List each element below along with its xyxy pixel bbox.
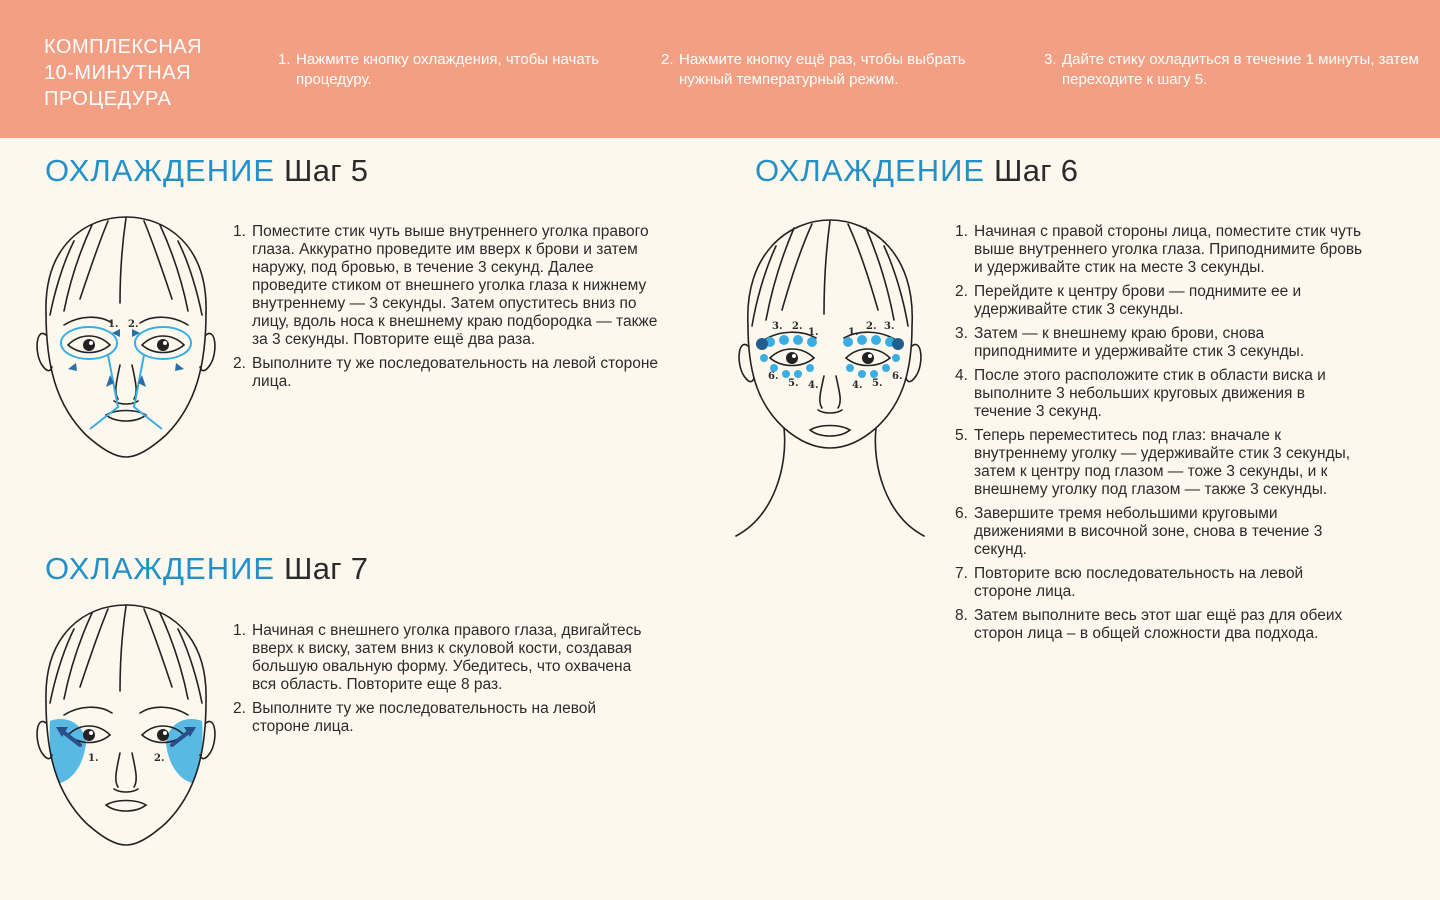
item-text: Затем — к внешнему краю брови, снова приподнимите и удерживайте стик 3 секунды. — [974, 325, 1305, 360]
header-banner — [0, 0, 1440, 138]
face-illustration-step6 — [734, 216, 930, 540]
item-text: Начиная с правой стороны лица, поместите стик чуть выше внутреннего уголка глаза. Приподнимите бровь и удерживайте стик на месте 3 секунды. — [974, 223, 1363, 276]
list-item — [955, 367, 1365, 421]
item-text: После этого расположите стик в области виска и выполните 3 небольших круговых движения в течение 3 секунд. — [974, 367, 1326, 420]
item-number: 1. — [955, 223, 968, 240]
diagram-label: 2. — [154, 753, 165, 764]
item-number: 2. — [233, 700, 246, 717]
diagram-label: 6. — [768, 371, 779, 382]
item-text: Поместите стик чуть выше внутреннего уголка правого глаза. Аккуратно проведите им вверх к брови и затем наружу, под бровью, в течение 3 секунд. Далее проведите стиком от внешнего уголка глаза к нижнему внутреннему — 3 секунды. Затем опуститесь вниз по лицу, вдоль носа к внешнему краю подбородка — также за 3 секунды. Повторите ещё два раза. — [252, 223, 658, 348]
header-step-1 — [278, 50, 648, 90]
section-title-step7 — [45, 551, 368, 587]
header-step-text: Нажмите кнопку ещё раз, чтобы выбрать нужный температурный режим. — [679, 51, 966, 88]
header-step-3 — [1044, 50, 1424, 90]
header-step-number: 1. — [278, 51, 291, 68]
section-title-step5 — [45, 153, 368, 189]
diagram-label: 1. — [88, 753, 99, 764]
list-item — [955, 565, 1365, 601]
item-number: 2. — [233, 355, 246, 372]
list-item — [955, 223, 1365, 277]
list-item — [233, 355, 663, 391]
header-step-number: 3. — [1044, 51, 1057, 68]
steps-list-step5 — [233, 223, 663, 397]
item-number: 7. — [955, 565, 968, 582]
diagram-label: 3. — [772, 321, 783, 332]
item-number: 3. — [955, 325, 968, 342]
title-line: ПРОЦЕДУРА — [44, 88, 172, 110]
item-text: Затем выполните весь этот шаг ещё раз для обеих сторон лица – в общей сложности два подхода. — [974, 607, 1343, 642]
diagram-label: 2. — [866, 321, 877, 332]
face-illustration-step5 — [36, 215, 216, 465]
steps-list-step7 — [233, 622, 653, 742]
item-number: 2. — [955, 283, 968, 300]
diagram-label: 5. — [788, 378, 799, 389]
list-item — [955, 607, 1365, 643]
list-item — [233, 700, 653, 736]
item-text: Теперь переместитесь под глаз: вначале к внутреннему уголку — удерживайте стик 3 секунды, затем к центру под глазом — тоже 3 секунды, и к внешнему уголку под глазом — также 3 секунды. — [974, 427, 1351, 498]
diagram-label: 2. — [128, 319, 139, 330]
item-text: Выполните ту же последовательность на левой стороне лица. — [252, 355, 659, 390]
diagram-label: 1. — [108, 319, 119, 330]
list-item — [955, 325, 1365, 361]
section-step: Шаг 6 — [993, 153, 1079, 188]
list-item — [955, 505, 1365, 559]
diagram-label: 4. — [808, 380, 819, 391]
section-step: Шаг 5 — [283, 153, 369, 188]
item-number: 4. — [955, 367, 968, 384]
header-step-text: Нажмите кнопку охлаждения, чтобы начать процедуру. — [296, 51, 600, 88]
diagram-label: 1. — [848, 327, 859, 338]
list-item — [955, 283, 1365, 319]
header-step-number: 2. — [661, 51, 674, 68]
diagram-label: 5. — [872, 378, 883, 389]
item-number: 5. — [955, 427, 968, 444]
list-item — [233, 622, 653, 694]
section-label: ОХЛАЖДЕНИЕ — [45, 551, 276, 586]
item-text: Перейдите к центру брови — поднимите ее и удерживайте стик 3 секунды. — [974, 283, 1302, 318]
procedure-title — [44, 34, 254, 112]
diagram-label: 1. — [808, 327, 819, 338]
item-number: 8. — [955, 607, 968, 624]
section-title-step6 — [755, 153, 1078, 189]
item-text: Завершите тремя небольшими круговыми движениями в височной зоне, снова в течение 3 секунд. — [974, 505, 1323, 558]
section-step: Шаг 7 — [283, 551, 369, 586]
diagram-label: 4. — [852, 380, 863, 391]
face-illustration-step7 — [36, 603, 216, 853]
item-text: Начиная с внешнего уголка правого глаза, двигайтесь вверх к виску, затем вниз к скуловой кости, создавая большую овальную форму. Убедитесь, что охвачена вся область. Повторите еще 8 раз. — [252, 622, 642, 693]
item-text: Повторите всю последовательность на левой стороне лица. — [974, 565, 1304, 600]
section-label: ОХЛАЖДЕНИЕ — [45, 153, 276, 188]
diagram-label: 3. — [884, 321, 895, 332]
title-line: КОМПЛЕКСНАЯ — [44, 36, 203, 58]
title-line: 10-МИНУТНАЯ — [44, 62, 192, 84]
diagram-label: 2. — [792, 321, 803, 332]
steps-list-step6 — [955, 223, 1365, 649]
item-number: 1. — [233, 223, 246, 240]
item-number: 1. — [233, 622, 246, 639]
list-item — [955, 427, 1365, 499]
diagram-label: 6. — [892, 371, 903, 382]
section-label: ОХЛАЖДЕНИЕ — [755, 153, 986, 188]
item-text: Выполните ту же последовательность на левой стороне лица. — [252, 700, 597, 735]
list-item — [233, 223, 663, 349]
item-number: 6. — [955, 505, 968, 522]
header-step-2 — [661, 50, 1011, 90]
header-step-text: Дайте стику охладиться в течение 1 минуты, затем переходите к шагу 5. — [1062, 51, 1419, 88]
